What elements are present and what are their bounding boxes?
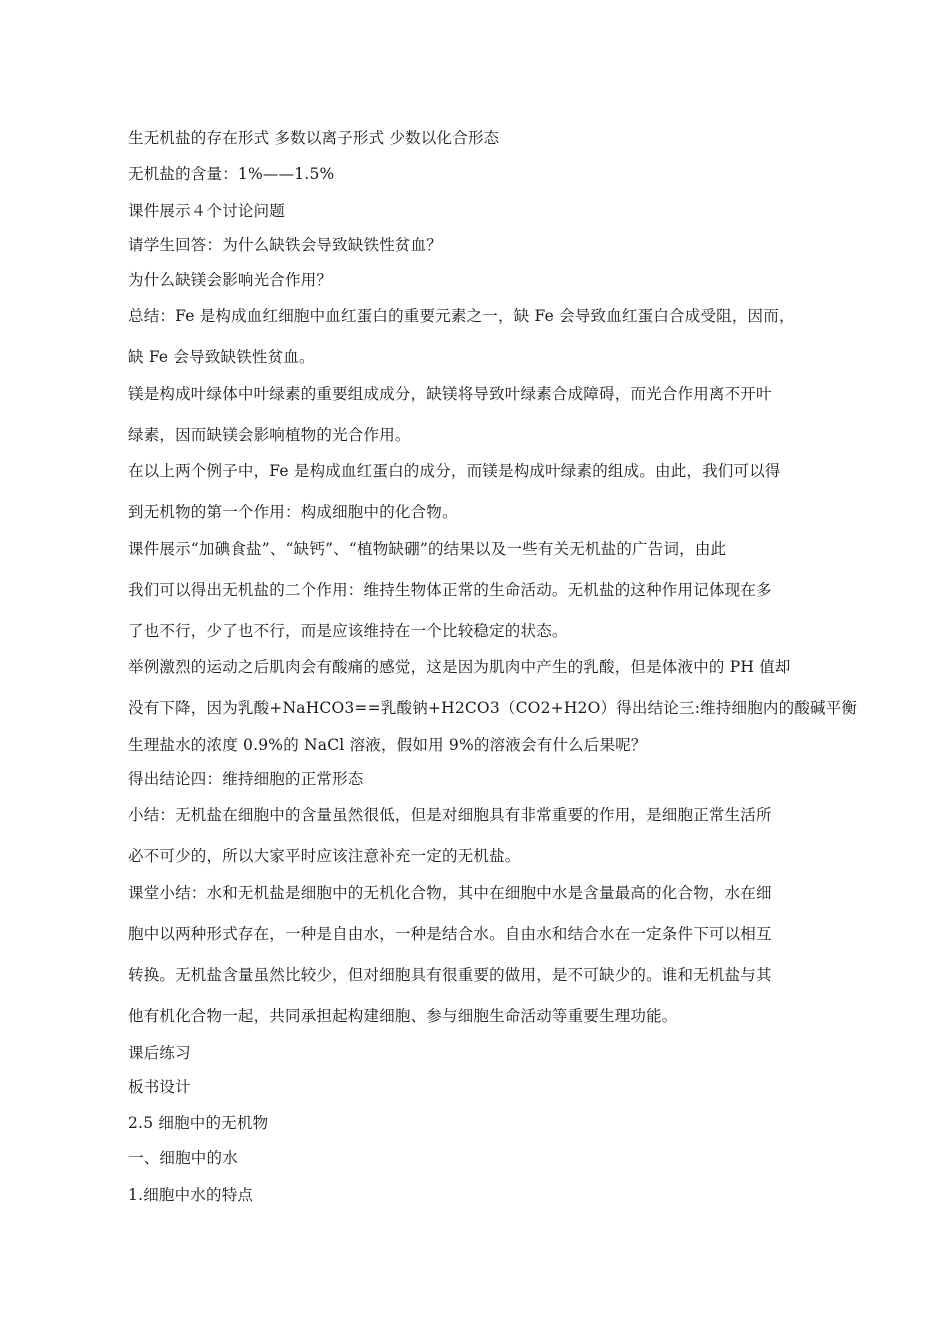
text-line: 2.5 细胞中的无机物 (128, 1114, 269, 1132)
text-line: 胞中以两种形式存在，一种是自由水，一种是结合水。自由水和结合水在一定条件下可以相互 (128, 925, 772, 943)
text-line: 缺 Fe 会导致缺铁性贫血。 (128, 348, 315, 366)
text-line: 镁是构成叶绿体中叶绿素的重要组成成分，缺镁将导致叶绿素合成障碍，而光合作用离不开叶 (128, 385, 772, 403)
text-line: 得出结论四：维持细胞的正常形态 (128, 770, 364, 788)
text-line: 为什么缺镁会影响光合作用？ (128, 271, 333, 289)
text-line: 课件展示“加碘食盐”、“缺钙”、“植物缺硼”的结果以及一些有关无机盐的广告词，由此 (128, 540, 727, 558)
text-line: 在以上两个例子中，Fe 是构成血红蛋白的成分，而镁是构成叶绿素的组成。由此，我们可以得 (128, 462, 781, 480)
text-line: 课堂小结：水和无机盐是细胞中的无机化合物，其中在细胞中水是含量最高的化合物，水在细 (128, 884, 772, 902)
text-line: 总结：Fe 是构成血红细胞中血红蛋白的重要元素之一，缺 Fe 会导致血红蛋白合成受阻，因而， (128, 307, 795, 325)
text-line: 生无机盐的存在形式 多数以离子形式 少数以化合形态 (128, 129, 500, 147)
text-line: 必不可少的，所以大家平时应该注意补充一定的无机盐。 (128, 847, 521, 865)
text-line: 一、细胞中的水 (128, 1149, 238, 1167)
text-line: 板书设计 (128, 1078, 191, 1096)
text-line: 他有机化合物一起，共同承担起构建细胞、参与细胞生命活动等重要生理功能。 (128, 1007, 678, 1025)
text-line: 我们可以得出无机盐的二个作用：维持生物体正常的生命活动。无机盐的这种作用记体现在多 (128, 581, 772, 599)
text-line: 举例激烈的运动之后肌肉会有酸痛的感觉，这是因为肌肉中产生的乳酸，但是体液中的 PH 值却 (128, 658, 791, 676)
text-line: 小结：无机盐在细胞中的含量虽然很低，但是对细胞具有非常重要的作用，是细胞正常生活所 (128, 806, 772, 824)
text-line: 转换。无机盐含量虽然比较少，但对细胞具有很重要的做用，是不可缺少的。谁和无机盐与其 (128, 966, 772, 984)
text-line: 课后练习 (128, 1044, 191, 1062)
text-line: 课件展示４个讨论问题 (128, 202, 286, 220)
text-line: 绿素，因而缺镁会影响植物的光合作用。 (128, 426, 411, 444)
text-line: 了也不行，少了也不行，而是应该维持在一个比较稳定的状态。 (128, 622, 568, 640)
text-line: 没有下降，因为乳酸+NaHCO3==乳酸钠+H2CO3（CO2+H2O）得出结论三:维持细胞内的酸碱平衡 (128, 699, 858, 717)
text-line: 生理盐水的浓度 0.9%的 NaCl 溶液，假如用 9%的溶液会有什么后果呢？ (128, 736, 647, 754)
text-line: 无机盐的含量：1%——1.5% (128, 165, 335, 183)
text-line: 1.细胞中水的特点 (128, 1186, 254, 1204)
text-line: 到无机物的第一个作用：构成细胞中的化合物。 (128, 503, 458, 521)
text-line: 请学生回答：为什么缺铁会导致缺铁性贫血？ (128, 236, 443, 254)
